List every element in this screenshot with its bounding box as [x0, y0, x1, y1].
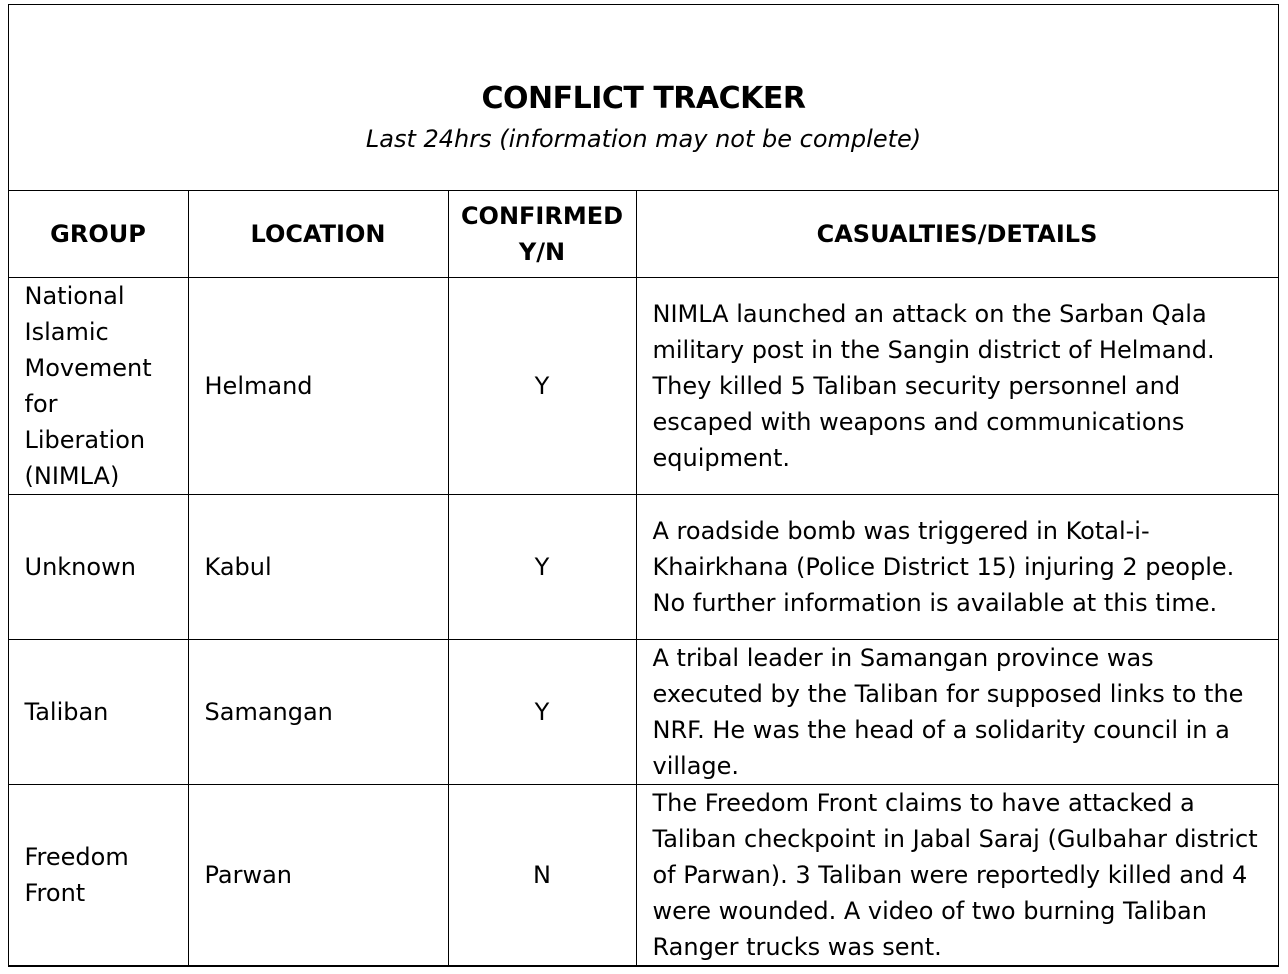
cell-location: Helmand	[188, 278, 448, 495]
cell-location: Kabul	[188, 495, 448, 640]
column-header-group: GROUP	[8, 191, 188, 278]
table-row	[8, 495, 1278, 640]
document-frame	[8, 4, 1279, 967]
cell-confirmed: Y	[448, 495, 636, 640]
cell-details: A roadside bomb was triggered in Kotal-i-Khairkhana (Police District 15) injuring 2 people. No further information is available at this time.	[636, 495, 1278, 640]
column-header-details: CASUALTIES/DETAILS	[636, 191, 1278, 278]
cell-confirmed: Y	[448, 278, 636, 495]
cell-location: Samangan	[188, 640, 448, 785]
cell-confirmed: N	[448, 785, 636, 966]
cell-group: Freedom Front	[8, 785, 188, 966]
column-header-location: LOCATION	[188, 191, 448, 278]
cell-group: Taliban	[8, 640, 188, 785]
page-title: CONFLICT TRACKER	[481, 81, 806, 116]
column-header-confirmed: CONFIRMED Y/N	[448, 191, 636, 278]
cell-location: Parwan	[188, 785, 448, 966]
page-subtitle: Last 24hrs (information may not be complete)	[365, 125, 922, 153]
cell-group: Unknown	[8, 495, 188, 640]
cell-details: A tribal leader in Samangan province was executed by the Taliban for supposed links to the NRF. He was the head of a solidarity council in a village.	[636, 640, 1278, 785]
cell-details: The Freedom Front claims to have attacked a Taliban checkpoint in Jabal Saraj (Gulbahar district of Parwan). 3 Taliban were reportedly killed and 4 were wounded. A video of two burning Taliban Ranger trucks was sent.	[636, 785, 1278, 966]
header-box	[9, 5, 1278, 191]
cell-details: NIMLA launched an attack on the Sarban Qala military post in the Sangin district of Helmand. They killed 5 Taliban security personnel and escaped with weapons and communications equipment.	[636, 278, 1278, 495]
table-row	[8, 640, 1278, 785]
table-row	[8, 278, 1278, 495]
table-header-row	[8, 191, 1278, 278]
cell-group: National Islamic Movement for Liberation (NIMLA)	[8, 278, 188, 495]
cell-confirmed: Y	[448, 640, 636, 785]
table-row	[8, 785, 1278, 966]
conflict-table	[8, 190, 1279, 966]
